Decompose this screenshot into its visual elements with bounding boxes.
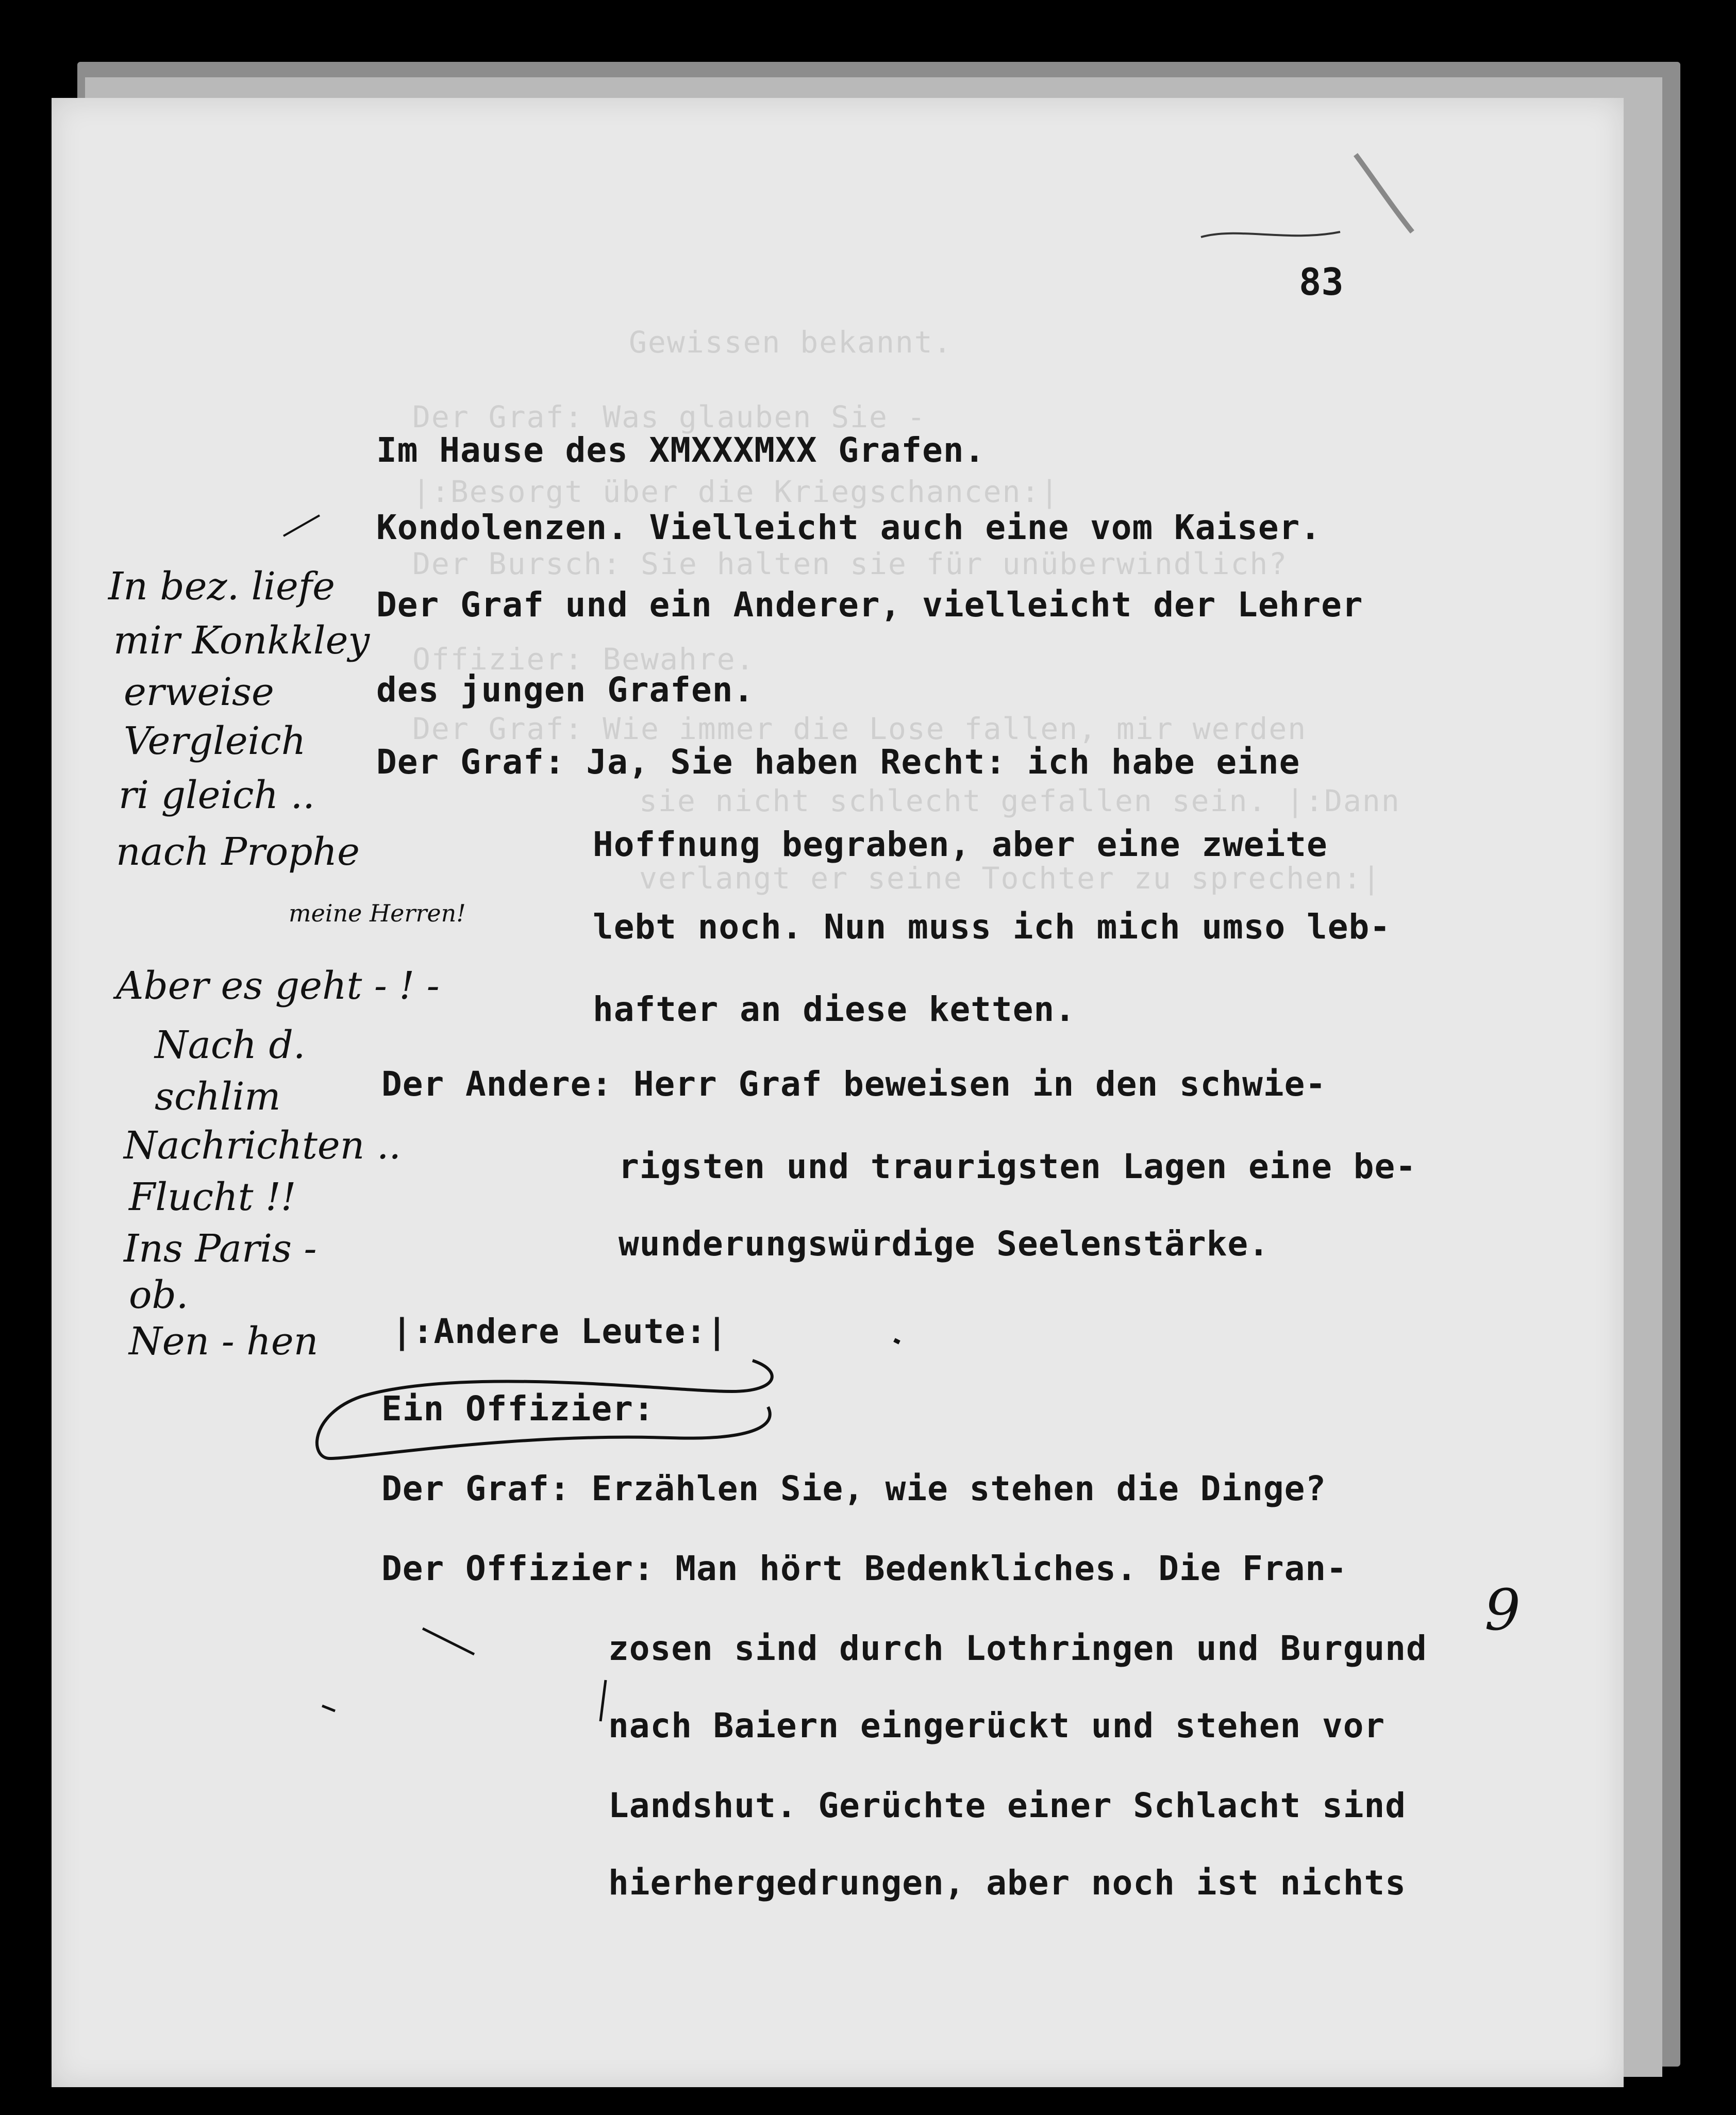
ghost-line: |:Besorgt über die Kriegschancen:| xyxy=(412,474,1060,509)
margin-note: Vergleich xyxy=(124,719,306,763)
typed-line: Hoffnung begraben, aber eine zweite xyxy=(593,825,1328,864)
typed-line: Der Graf: Erzählen Sie, wie stehen die Dinge? xyxy=(381,1469,1327,1508)
margin-note: Flucht !! xyxy=(129,1175,296,1219)
margin-note: Nachrichten .. xyxy=(124,1123,401,1168)
typed-line: Kondolenzen. Vielleicht auch eine vom Kaiser. xyxy=(376,508,1322,547)
margin-note: meine Herren! xyxy=(289,899,466,927)
margin-note: ri gleich .. xyxy=(119,773,315,817)
ghost-line: sie nicht schlecht gefallen sein. |:Dann xyxy=(639,783,1400,818)
typed-line: Im Hause des XMXXXMXX Grafen. xyxy=(376,430,986,470)
typed-line: Der Andere: Herr Graf beweisen in den schwie- xyxy=(381,1064,1327,1104)
margin-note: nach Prophe xyxy=(116,830,360,874)
typed-line: des jungen Grafen. xyxy=(376,670,755,710)
margin-note: mir Konkkley xyxy=(113,618,370,663)
page-number: 83 xyxy=(1299,260,1344,304)
typed-line: Der Graf: Ja, Sie haben Recht: ich habe eine xyxy=(376,742,1300,782)
typed-line: Landshut. Gerüchte einer Schlacht sind xyxy=(608,1786,1406,1825)
typed-line: hafter an diese ketten. xyxy=(593,989,1076,1029)
typed-line: wunderungswürdige Seelenstärke. xyxy=(619,1224,1270,1264)
typed-line: Der Offizier: Man hört Bedenkliches. Die Fran- xyxy=(381,1549,1347,1588)
typed-line: |:Andere Leute:| xyxy=(392,1312,728,1351)
margin-note: erweise xyxy=(124,670,274,714)
margin-note: Aber es geht - ! - xyxy=(116,964,440,1008)
typed-line: Ein Offizier: xyxy=(381,1389,655,1429)
margin-note: Ins Paris - xyxy=(124,1227,317,1271)
ghost-line: Offizier: Bewahre. xyxy=(412,642,755,677)
ghost-line: Der Bursch: Sie halten sie für unüberwindlich? xyxy=(412,546,1288,581)
ghost-line: Der Graf: Was glauben Sie - xyxy=(412,399,926,434)
typed-line: hierhergedrungen, aber noch ist nichts xyxy=(608,1863,1406,1903)
handwritten-mark: 9 xyxy=(1484,1577,1521,1643)
typed-line: rigsten und traurigsten Lagen eine be- xyxy=(619,1147,1416,1186)
margin-note: schlim xyxy=(155,1075,281,1119)
margin-note: Nach d. xyxy=(155,1023,306,1067)
margin-note: In bez. liefe xyxy=(108,564,335,609)
ghost-line: Der Graf: Wie immer die Lose fallen, mir werden xyxy=(412,711,1307,746)
margin-note: Nen - hen xyxy=(129,1319,319,1364)
typed-line: zosen sind durch Lothringen und Burgund xyxy=(608,1629,1427,1668)
typed-line: nach Baiern eingerückt und stehen vor xyxy=(608,1706,1386,1745)
ghost-line: verlangt er seine Tochter zu sprechen:| xyxy=(639,861,1381,896)
margin-note: ob. xyxy=(129,1273,189,1317)
ghost-line: Gewissen bekannt. xyxy=(629,325,953,360)
typed-line: Der Graf und ein Anderer, vielleicht der Lehrer xyxy=(376,585,1363,625)
typed-line: lebt noch. Nun muss ich mich umso leb- xyxy=(593,907,1391,947)
